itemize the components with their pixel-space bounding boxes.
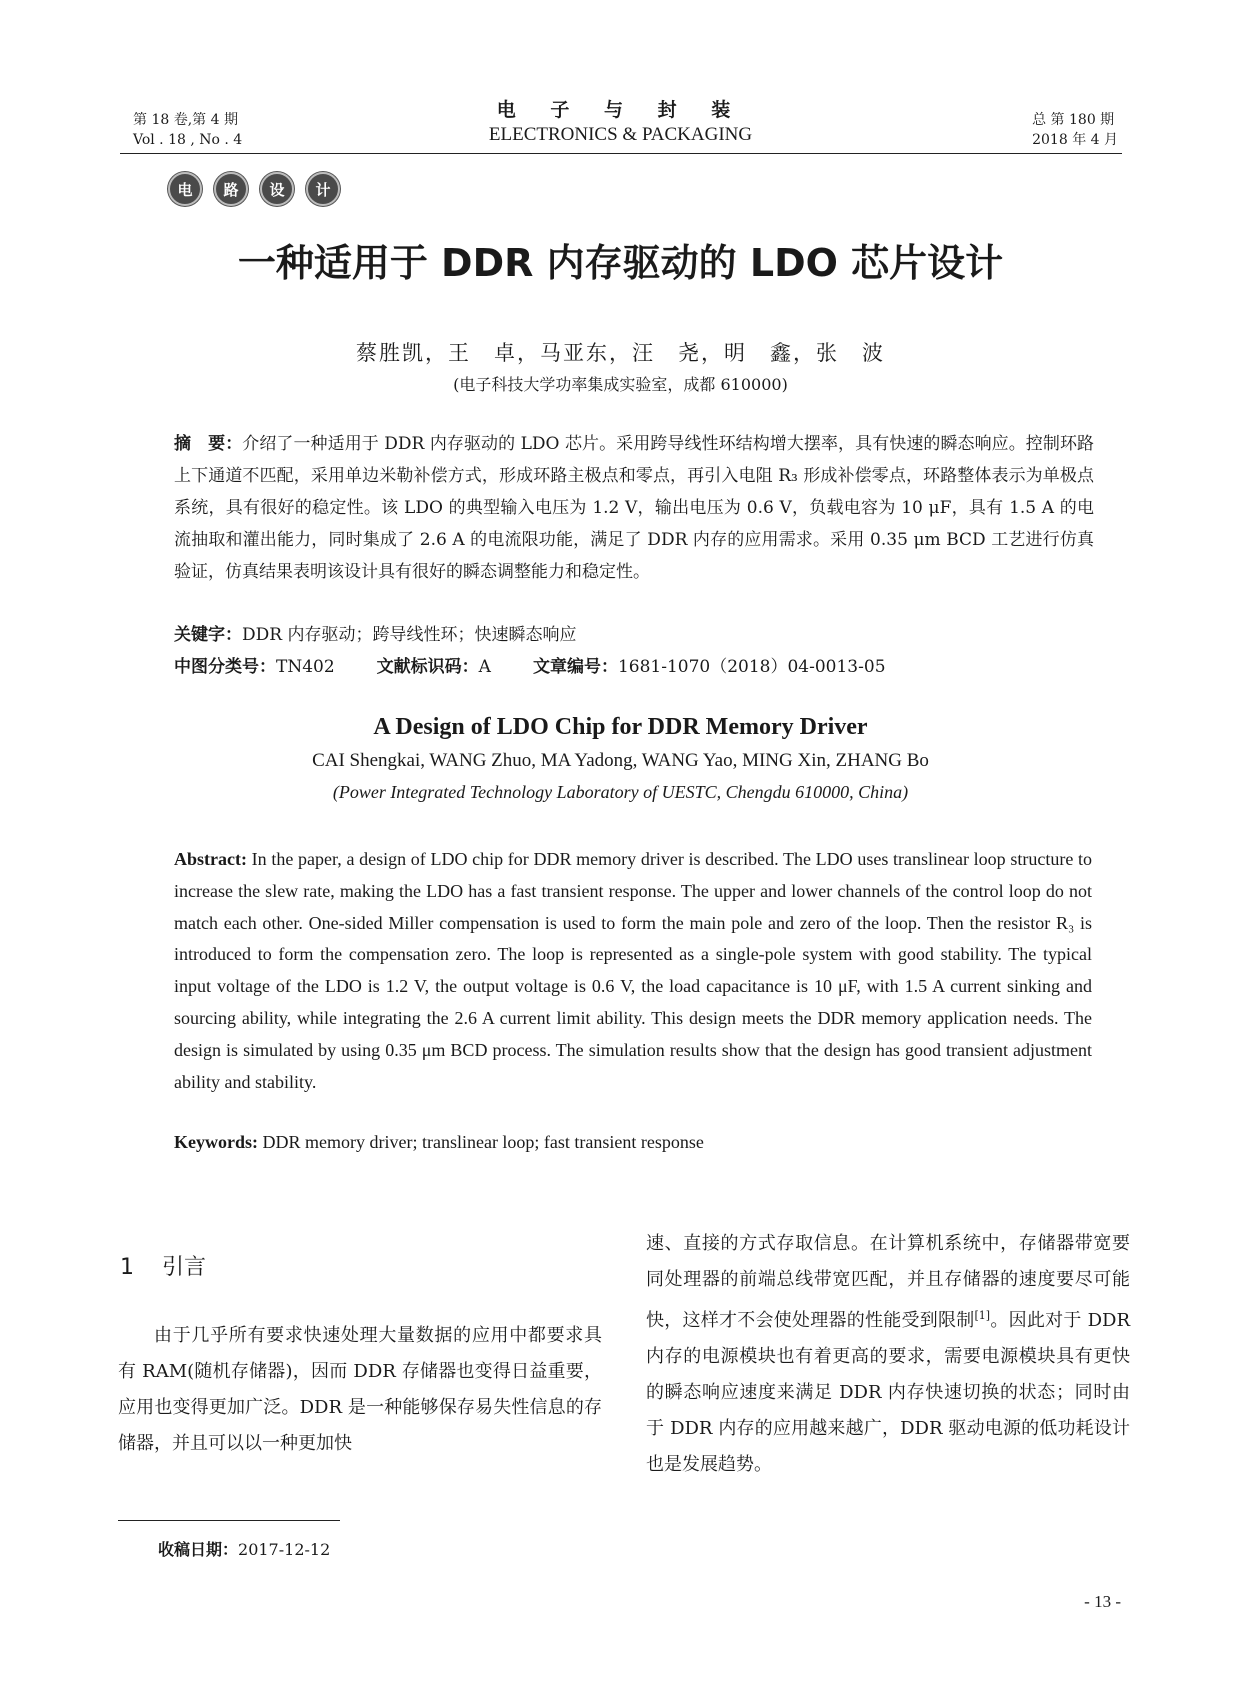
keywords-en (174, 1132, 1092, 1153)
abstract-en-label: Abstract: (174, 849, 247, 869)
category-badge: 计 (306, 172, 340, 206)
clc-group (174, 652, 335, 677)
section-category-badges (168, 172, 340, 206)
body-right-column (646, 1226, 1130, 1483)
keywords-cn-text: DDR 内存驱动；跨导线性环；快速瞬态响应 (242, 625, 577, 645)
header-volume-cn: 第 18 卷,第 4 期 (133, 112, 238, 128)
header-issue-info (1032, 110, 1118, 150)
received-date-label: 收稿日期： (158, 1540, 239, 1559)
abstract-en (174, 844, 1092, 1098)
keywords-cn (174, 620, 1094, 645)
category-badge: 设 (260, 172, 294, 206)
article-number-label: 文章编号： (532, 657, 618, 677)
footnote-divider (118, 1520, 340, 1521)
keywords-cn-label: 关键字： (174, 625, 242, 645)
body-left-column: 由于几乎所有要求快速处理大量数据的应用中都要求具有 RAM(随机存储器)，因而 DDR 存储器也变得日益重要，应用也变得更加广泛。DDR 是一种能够保存易失性信息的存储器，并且可以以一种更加快 (118, 1325, 602, 1454)
keywords-en-label: Keywords: (174, 1132, 258, 1152)
affiliation-cn: (电子科技大学功率集成实验室，成都 610000) (453, 375, 788, 394)
section-number: 1 (120, 1255, 134, 1280)
doc-code-value: A (478, 657, 491, 677)
section-title: 引言 (162, 1255, 207, 1280)
classification-line (174, 652, 1094, 677)
journal-name-cn: 电 子 与 封 装 (496, 99, 745, 121)
page-number: - 13 - (1084, 1592, 1121, 1611)
body-right-text-a: 速、直接的方式存取信息。在计算机系统中，存储器带宽要同处理器的前端总线带宽匹配，并且存储器的速度要尽可能快，这样才不会使处理器的性能受到限制 (646, 1233, 1130, 1331)
doc-code-label: 文献标识码： (376, 657, 479, 677)
category-badge: 路 (214, 172, 248, 206)
article-number-value: 1681-1070（2018）04-0013-05 (617, 657, 886, 677)
abstract-en-text: In the paper, a design of LDO chip for DDR memory driver is described. The LDO uses translinear loop structure to increase the slew rate, making the LDO has a fast transient response. The upper and lower channels of the control loop do not match each other. One-sided Miller compensation is used to form the main pole and zero of the loop. Then the resistor R₃ is introduced to form the compensation zero. The loop is represented as a single-pole system with good stability. The typical input voltage of the LDO is 1.2 V, the output voltage is 0.6 V, the load capacitance is 10 μF, with 1.5 A current sinking and sourcing ability, while integrating the 2.6 A current limit ability. This design meets the DDR memory application needs. The design is simulated by using 0.35 μm BCD process. The simulation results show that the design has good transient adjustment ability and stability. (174, 849, 1092, 1092)
clc-value: TN402 (276, 657, 335, 677)
journal-name-en: ELECTRONICS & PACKAGING (488, 124, 753, 145)
abstract-cn-text: 介绍了一种适用于 DDR 内存驱动的 LDO 芯片。采用跨导线性环结构增大摆率，具有快速的瞬态响应。控制环路上下通道不匹配，采用单边米勒补偿方式，形成环路主极点和零点，再引入电阻 R₃ 形成补偿零点，环路整体表示为单极点系统，具有很好的稳定性。该 LDO 的典型输入电压为 1.2 V，输出电压为 0.6 V，负载电容为 10 μF，具有 1.5 A 的电流抽取和灌出能力，同时集成了 2.6 A 的电流限功能，满足了 DDR 内存的应用需求。采用 0.35 μm BCD 工艺进行仿真验证，仿真结果表明该设计具有很好的瞬态调整能力和稳定性。 (174, 434, 1095, 582)
header-volume-en: Vol . 18 , No . 4 (133, 132, 243, 148)
abstract-cn (174, 428, 1094, 588)
affiliation-en: (Power Integrated Technology Laboratory of UESTC, Chengdu 610000, China) (332, 782, 909, 802)
category-badge: 电 (168, 172, 202, 206)
section-heading (118, 1250, 206, 1281)
clc-label: 中图分类号： (174, 657, 276, 677)
keywords-en-text: DDR memory driver; translinear loop; fast transient response (258, 1132, 704, 1152)
header-issue-total: 总 第 180 期 (1032, 112, 1115, 128)
received-date-footnote (158, 1537, 330, 1560)
paper-title-cn: 一种适用于 DDR 内存驱动的 LDO 芯片设计 (237, 241, 1004, 285)
article-number-group (533, 657, 886, 677)
header-divider (120, 153, 1122, 154)
doc-code-group (377, 652, 491, 677)
body-right-text-b: 。因此对于 DDR 内存的电源模块也有着更高的要求，需要电源模块具有更快的瞬态响应速度来满足 DDR 内存快速切换的状态；同时由于 DDR 内存的应用越来越广，DDR 驱动电源的低功耗设计也是发展趋势。 (646, 1310, 1131, 1475)
header-issue-date: 2018 年 4 月 (1032, 132, 1118, 148)
citation-ref: [1] (974, 1309, 991, 1322)
paper-title-en: A Design of LDO Chip for DDR Memory Driver (373, 714, 868, 740)
received-date-value: 2017-12-12 (238, 1540, 331, 1559)
authors-en: CAI Shengkai, WANG Zhuo, MA Yadong, WANG Yao, MING Xin, ZHANG Bo (312, 750, 929, 771)
abstract-cn-label: 摘 要： (174, 434, 243, 454)
authors-cn: 蔡胜凯，王 卓，马亚东，汪 尧，明 鑫，张 波 (356, 341, 885, 365)
